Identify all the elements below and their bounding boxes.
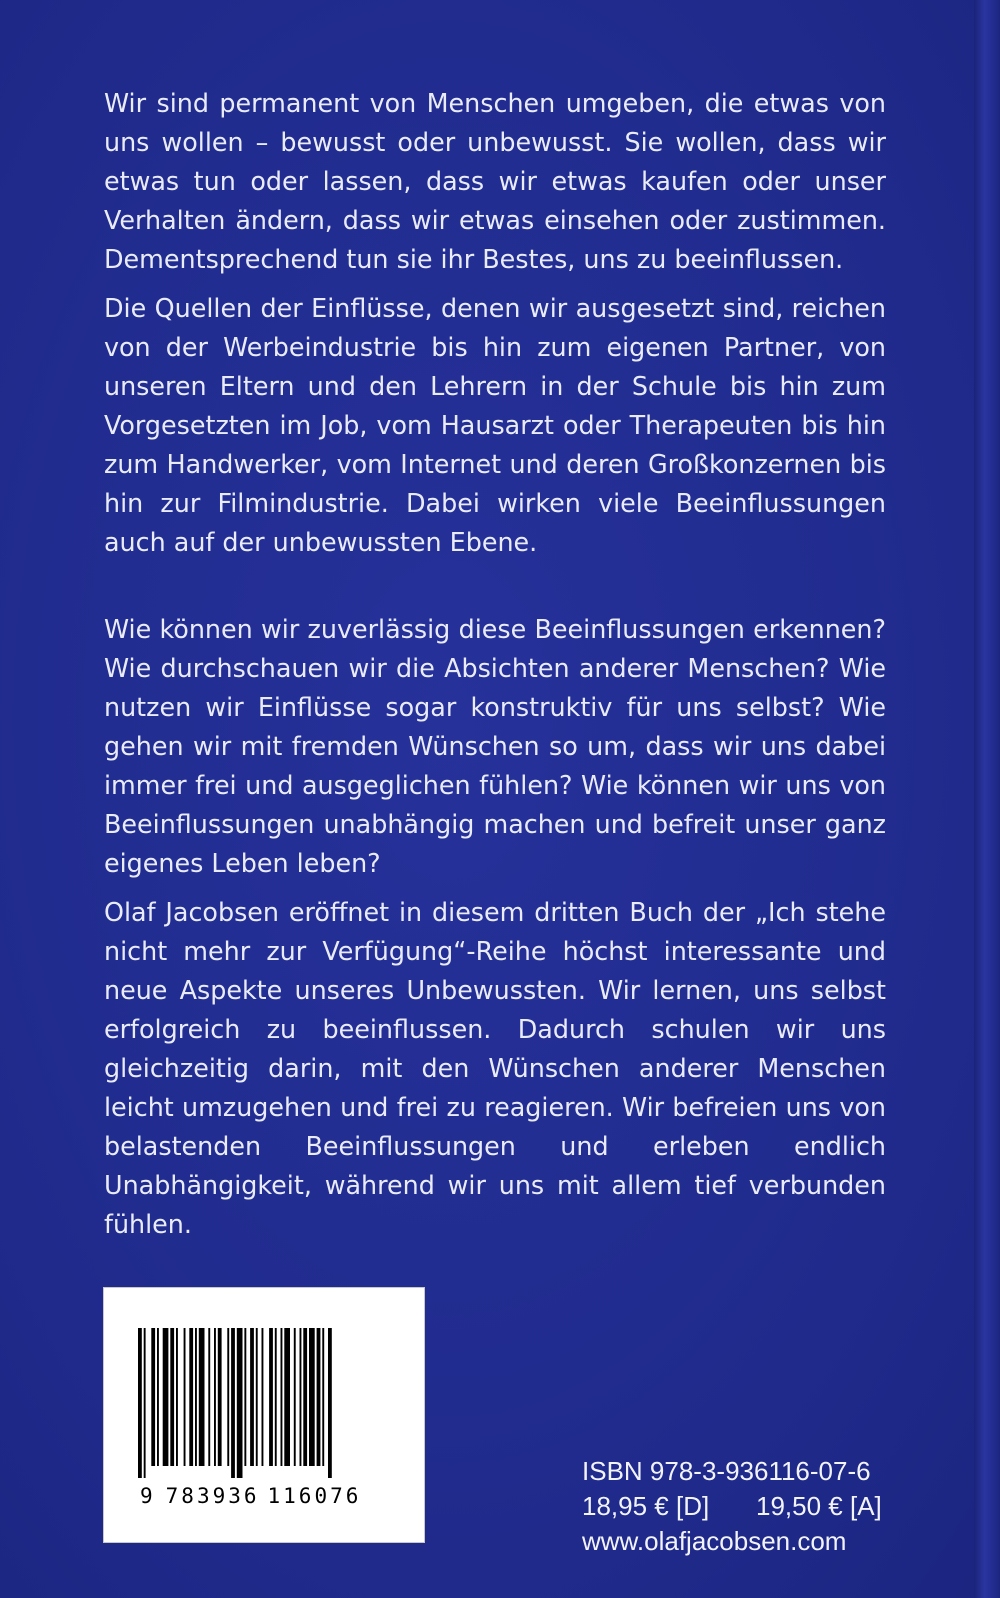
barcode-bar (294, 1328, 296, 1466)
barcode-bar (250, 1328, 254, 1466)
barcode-bar (309, 1328, 315, 1466)
barcode-bar (262, 1328, 264, 1466)
barcode-bar (138, 1328, 142, 1478)
barcode-bar (208, 1328, 210, 1466)
barcode-bar (227, 1328, 229, 1466)
barcode-bar (189, 1328, 193, 1466)
barcode-bar (214, 1328, 216, 1466)
barcode-bar (269, 1328, 273, 1466)
barcode-bar (284, 1328, 290, 1466)
price-germany: 18,95 € [D] (582, 1491, 710, 1521)
barcode-bar (256, 1328, 258, 1466)
barcode-bar (231, 1328, 235, 1478)
price-austria: 19,50 € [A] (756, 1491, 882, 1521)
barcode-bar (244, 1328, 246, 1466)
barcode-bar (275, 1328, 277, 1466)
barcode-bar (157, 1328, 159, 1466)
barcode-bar (300, 1328, 302, 1466)
website-link[interactable]: www.olafjacobsen.com (582, 1526, 847, 1556)
blurb-paragraph-1: Wir sind permanent von Menschen umgeben, die etwas von uns wollen – bewusst oder unbewusst. Sie wollen, dass wir etwas tun oder lassen, dass wir etwas kaufen oder unser Verhalten ändern, dass wir etwas einsehen oder zustimmen. Dementsprechend tun sie ihr Bestes, uns zu beeinflussen. (104, 88, 886, 274)
blurb-paragraph-2: Die Quellen der Einflüsse, denen wir ausgesetzt sind, reichen von der Werbeindustrie bis hin zum eigenen Partner, von unseren Eltern und den Lehrern in der Schule bis hin zum Vorgesetzten im Job, vom Hausarzt oder Therapeuten bis hin zum Handwerker, vom Internet und deren Großkonzernen bis hin zur Filmindustrie. Dabei wirken viele Beeinflussungen auch auf der unbewussten Ebene. (104, 293, 886, 557)
price-line (582, 1489, 902, 1524)
barcode-bar (218, 1328, 222, 1466)
barcode-bar (281, 1328, 283, 1466)
barcode-bar (317, 1328, 321, 1466)
barcode-first-digit: 9 (140, 1484, 156, 1508)
barcode-bar (176, 1328, 178, 1466)
barcode-bar (184, 1328, 186, 1466)
barcode-bar (170, 1328, 174, 1466)
spine-edge (974, 0, 1000, 1598)
barcode-bar (195, 1328, 197, 1466)
blurb-text (104, 84, 886, 1244)
blurb-paragraph-3: Wie können wir zuverlässig diese Beeinflussungen erkennen? Wie durchschauen wir die Absichten anderer Menschen? Wie nutzen wir Einflüsse sogar konstruktiv für uns selbst? Wie gehen wir mit fremden Wünschen so um, dass wir uns dabei immer frei und ausgeglichen fühlen? Wie können wir uns von Beeinflussungen unabhängig machen und befreit unser ganz eigenes Leben leben? (104, 614, 886, 878)
barcode-bar (303, 1328, 307, 1466)
blurb-paragraph-4: Olaf Jacobsen eröffnet in diesem dritten Buch der „Ich stehe nicht mehr zur Verfügung“-Reihe höchst interessante und neue Aspekte unseres Unbewussten. Wir lernen, uns selbst erfolgreich zu beeinflussen. Dadurch schulen wir uns gleichzeitig darin, mit den Wünschen anderer Menschen leicht umzugehen und frei zu reagieren. Wir befreien uns von belastenden Beeinflussungen und erleben endlich Unabhängigkeit, während wir uns mit allem tief verbunden fühlen. (104, 897, 886, 1239)
barcode-bar (163, 1328, 169, 1466)
barcode-right-group: 116076 (267, 1484, 362, 1508)
barcode-bar (237, 1328, 243, 1478)
barcode-bar (322, 1328, 324, 1466)
barcode-bar (144, 1328, 146, 1478)
barcode-bar (151, 1328, 155, 1466)
barcode-icon (134, 1328, 394, 1478)
barcode-digits (140, 1484, 420, 1508)
barcode-bar (328, 1328, 332, 1478)
barcode-bar (199, 1328, 205, 1466)
barcode-label (104, 1288, 424, 1542)
publication-info (582, 1454, 902, 1559)
isbn-text: ISBN 978-3-936116-07-6 (582, 1456, 871, 1486)
barcode-left-group: 783936 (165, 1484, 260, 1508)
